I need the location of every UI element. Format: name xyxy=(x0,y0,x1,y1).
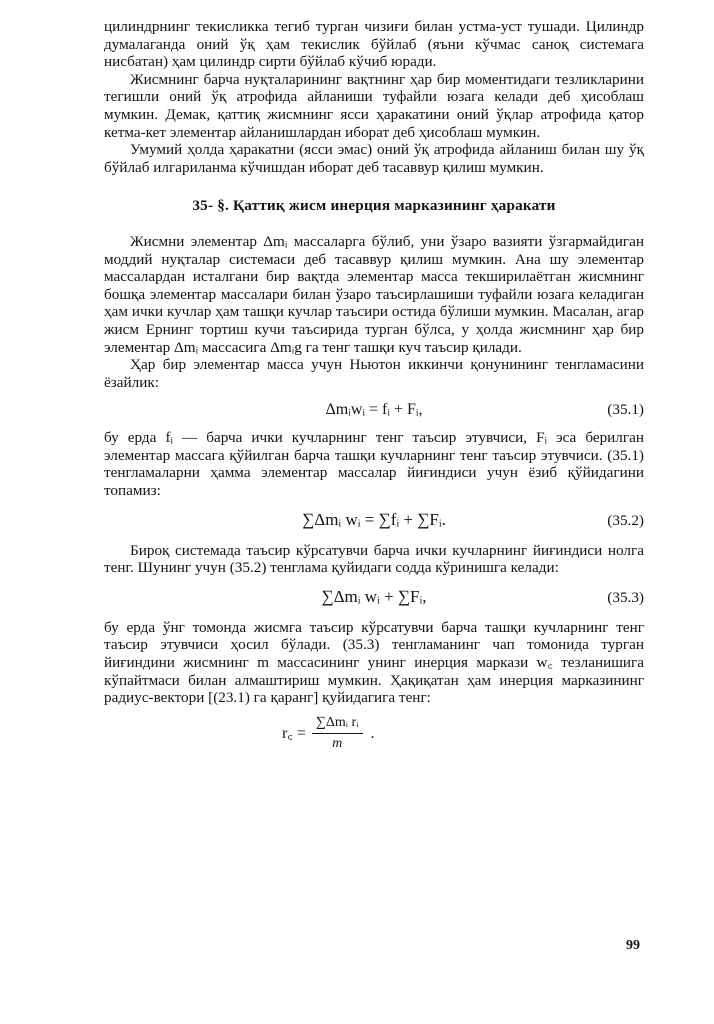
paragraph-continuation: цилиндрнинг текисликка тегиб турган чизиғи билан устма-уст тушади. Цилиндр думалаганда оний ўқ ҳам текислик бўйлаб (яъни кўчмас саноқ системага нисбатан) ҳам цилиндр сирти бўйлаб кўчиб юради. xyxy=(104,18,644,71)
equation-35-1-number: (35.1) xyxy=(607,401,644,419)
equation-35-2 xyxy=(104,504,644,538)
equation-35-1-formula: Δmᵢwᵢ = fᵢ + Fᵢ, xyxy=(325,401,423,419)
equation-rc-numerator: ∑Δmᵢ rᵢ xyxy=(312,713,363,734)
equation-35-3-rhs: ∑Fᵢ, xyxy=(397,586,427,606)
equation-35-3-lhs: ∑Δmᵢ wᵢ + xyxy=(321,586,394,606)
equation-35-2-outer: ∑Fᵢ. xyxy=(417,509,446,529)
equation-rc-period: . xyxy=(370,724,375,742)
page-number: 99 xyxy=(626,938,640,953)
paragraph-newton-law: Ҳар бир элементар масса учун Ньютон иккинчи қонунининг тенгламасини ёзайлик: xyxy=(104,356,644,391)
equation-35-2-inner: ∑fᵢ + xyxy=(378,509,413,529)
paragraph-center-of-mass: бу ерда ўнг томонда жисмга таъсир кўрсатувчи барча ташқи кучларнинг тенг таъсир этувчиси ҳосил бўлади. (35.3) тенгламанинг чап томонида турган йиғиндини жисмнинг m массасининг унинг инерция маркази w꜀ тезланишига кўпайтмаси билан алмаштириш мумкин. Ҳақиқатан ҳам инерция марказининг радиус-вектори [(23.1) га қаранг] қуйидагига тенг: xyxy=(104,618,644,707)
equation-center-of-mass xyxy=(104,713,644,765)
equation-rc-lhs: r꜀ = xyxy=(282,724,306,742)
equation-rc-denominator: m xyxy=(332,735,343,751)
paragraph-general-motion: Умумий ҳолда ҳаракатни (ясси эмас) оний ўқ атрофида айланиш билан шу ўқ бўйлаб илгариланма кўчишдан иборат деб тасаввур қилиш мумкин. xyxy=(104,141,644,176)
paragraph-velocities: Жисмнинг барча нуқталарининг вақтнинг ҳар бир моментидаги тезликларини тегишли оний ўқ атрофида айланиши туфайли юзага келади деб ҳисоблаш мумкин. Демак, қаттиқ жисмнинг ясси ҳаракатини оний ўқлар атрофида қатор кетма-кет элементар айланишлардан иборат деб ҳисоблаш мумкин. xyxy=(104,70,644,141)
paragraph-forces-explained: бу ерда fᵢ — барча ички кучларнинг тенг таъсир этувчиси, Fᵢ эса берилган элементар массага қўйилган барча ташқи кучларнинг тенг таъсир этувчиси. (35.1) тенгламаларни ҳамма элементар массалар йиғиндиси учун ёзиб қўйидагини топамиз: xyxy=(104,429,644,500)
equation-35-3 xyxy=(104,581,644,615)
page-text xyxy=(104,18,644,765)
equation-35-1 xyxy=(104,395,644,425)
equation-35-3-number: (35.3) xyxy=(607,588,644,606)
paragraph-elementary-masses: Жисмни элементар Δmᵢ массаларга бўлиб, уни ўзаро вазияти ўзгармайдиган моддий нуқталар системаси деб тасаввур қилиш мумкин. Ана шу элементар массалардан исталгани бир вақтда элементар масса текширилаётган жисмнинг бошқа элементар массалари билан ўзаро таъсирлашиши туфайли юзага келадиган ҳам ички кучлар ҳам ташқи кучлар таъсири остида бўлиши мумкин. Масалан, агар жисм Ернинг тортиш кучи таъсирида турган бўлса, у ҳолда жисмнинг ҳар бир элементар Δmᵢ массасига Δmᵢg га тенг ташқи куч таъсир қилади. xyxy=(104,232,644,356)
equation-35-2-number: (35.2) xyxy=(607,511,644,529)
section-heading: 35- §. Қаттиқ жисм инерция марказининг ҳаракати xyxy=(192,197,556,215)
equation-35-2-lhs: ∑Δmᵢ wᵢ = xyxy=(302,509,375,529)
paragraph-internal-forces-zero: Бироқ системада таъсир кўрсатувчи барча ички кучларнинг йиғиндиси нолга тенг. Шунинг учун (35.2) тенглама қуйидаги содда кўринишга келади: xyxy=(104,541,644,577)
